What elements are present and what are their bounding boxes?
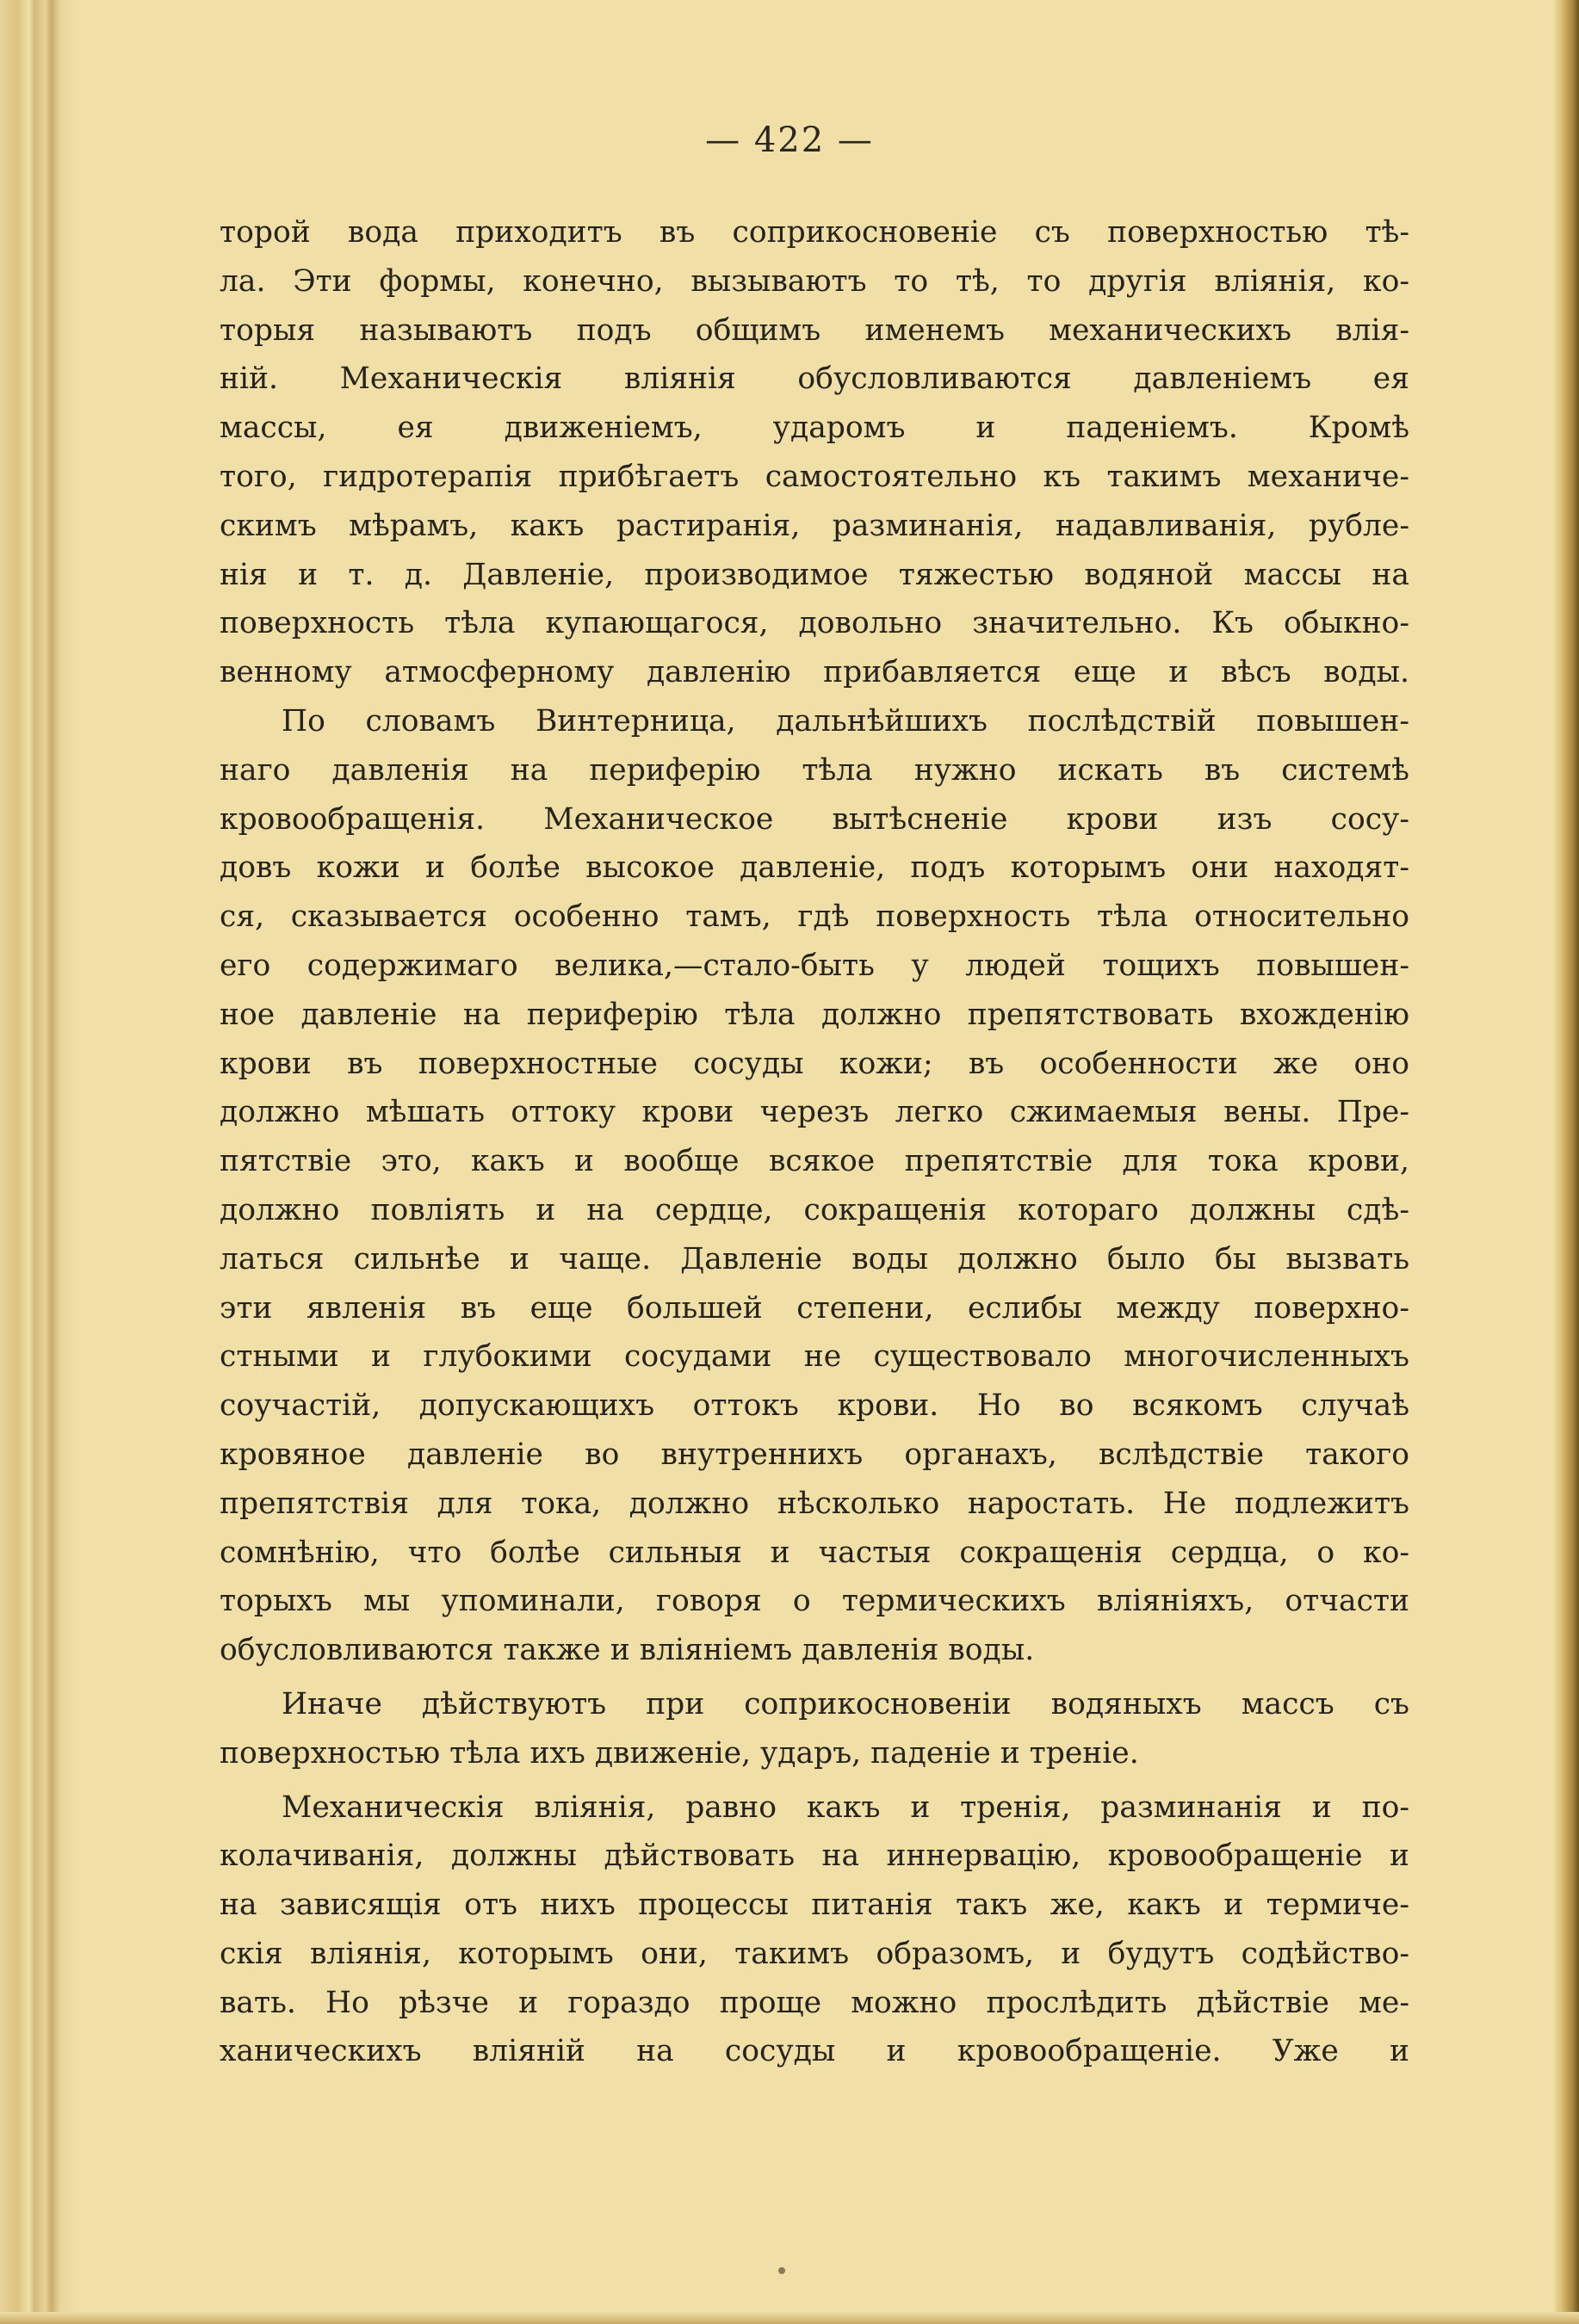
text-line: наго давленiя на периферiю тѣла нужно искать въ системѣ: [220, 752, 1409, 788]
binding-gutter: [0, 0, 77, 2324]
text-line: пятствiе это, какъ и вообще всякое препятствiе для тока крови,: [220, 1144, 1409, 1179]
text-line: препятствiя для тока, должно нѣсколько наростать. Не подлежитъ: [220, 1486, 1409, 1521]
text-line: того, гидротерапiя прибѣгаетъ самостоятельно къ такимъ механиче-: [220, 459, 1409, 494]
text-line: должно мѣшать оттоку крови черезъ легко сжимаемыя вены. Пре-: [220, 1095, 1409, 1130]
text-line: торой вода приходитъ въ соприкосновенiе съ поверхностью тѣ-: [220, 215, 1409, 250]
text-line: колачиванiя, должны дѣйствовать на иннервацiю, кровообращенiе и: [220, 1839, 1409, 1874]
text-line: обусловливаются также и влiянiемъ давленiя воды.: [220, 1633, 1035, 1668]
text-line: кровообращенiя. Механическое вытѣсненiе крови изъ сосу-: [220, 801, 1409, 837]
text-line: сомнѣнiю, что болѣе сильныя и частыя сокращенiя сердца, о ко-: [220, 1535, 1409, 1570]
text-line: торыхъ мы упоминали, говоря о термическихъ влiянiяхъ, отчасти: [220, 1584, 1409, 1619]
text-line: скiя влiянiя, которымъ они, такимъ образомъ, и будутъ содѣйство-: [220, 1936, 1409, 1971]
text-line: довъ кожи и болѣе высокое давленiе, подъ которымъ они находят-: [220, 850, 1409, 886]
text-line: поверхностью тѣла ихъ движенiе, ударъ, паденiе и тренiе.: [220, 1735, 1139, 1771]
text-line: поверхность тѣла купающагося, довольно значительно. Къ обыкно-: [220, 606, 1409, 641]
paper-spot: [778, 2267, 785, 2274]
paragraph-2: [220, 697, 1409, 1675]
paragraph-4: [220, 1783, 1409, 2077]
text-line: По словамъ Винтерница, дальнѣйшихъ послѣдствiй повышен-: [282, 703, 1409, 739]
text-line: массы, ея движенiемъ, ударомъ и паденiемъ. Кромѣ: [220, 411, 1409, 446]
paragraph-1: [220, 208, 1409, 697]
text-line: латься сильнѣе и чаще. Давленiе воды должно было бы вызвать: [220, 1241, 1409, 1276]
body-text: [220, 208, 1409, 2076]
text-line: ное давленiе на периферiю тѣла должно препятствовать вхожденiю: [220, 997, 1409, 1032]
text-line: скимъ мѣрамъ, какъ растиранiя, разминанiя, надавливанiя, рубле-: [220, 508, 1409, 543]
text-line: эти явленiя въ еще большей степени, еслибы между поверхно-: [220, 1290, 1409, 1326]
text-line: венному атмосферному давленiю прибавляется еще и вѣсъ воды.: [220, 655, 1409, 690]
text-line: должно повлiять и на сердце, сокращенiя котораго должны сдѣ-: [220, 1192, 1409, 1227]
text-line: ханическихъ влiянiй на сосуды и кровообращенiе. Уже и: [220, 2034, 1409, 2069]
text-line: ла. Эти формы, конечно, вызываютъ то тѣ, то другiя влiянiя, ко-: [220, 263, 1409, 299]
text-line: кровяное давленiе во внутреннихъ органахъ, вслѣдствiе такого: [220, 1437, 1409, 1472]
paragraph-3: [220, 1680, 1409, 1778]
text-line: нiя и т. д. Давленiе, производимое тяжестью водяной массы на: [220, 557, 1409, 592]
text-line: нiй. Механическiя влiянiя обусловливаются давленiемъ ея: [220, 362, 1409, 397]
text-line: соучастiй, допускающихъ оттокъ крови. Но во всякомъ случаѣ: [220, 1388, 1409, 1424]
text-line: ся, сказывается особенно тамъ, гдѣ поверхность тѣла относительно: [220, 899, 1409, 935]
text-line: его содержимаго велика,—стало-быть у людей тощихъ повышен-: [220, 948, 1409, 983]
page-number: — 422 —: [705, 121, 874, 160]
page-right-edge: [1553, 0, 1579, 2324]
page-bottom-edge: [0, 2312, 1579, 2324]
text-line: Иначе дѣйствуютъ при соприкосновенiи водяныхъ массъ съ: [282, 1686, 1409, 1721]
text-line: стными и глубокими сосудами не существовало многочисленныхъ: [220, 1339, 1409, 1375]
text-line: Механическiя влiянiя, равно какъ и тренiя, разминанiя и по-: [282, 1789, 1409, 1825]
text-line: на зависящiя отъ нихъ процессы питанiя такъ же, какъ и термиче-: [220, 1888, 1409, 1923]
text-line: крови въ поверхностные сосуды кожи; въ особенности же оно: [220, 1046, 1409, 1081]
text-line: торыя называютъ подъ общимъ именемъ механическихъ влiя-: [220, 312, 1409, 348]
text-line: вать. Но рѣзче и гораздо проще можно прослѣдить дѣйствiе ме-: [220, 1985, 1409, 2020]
